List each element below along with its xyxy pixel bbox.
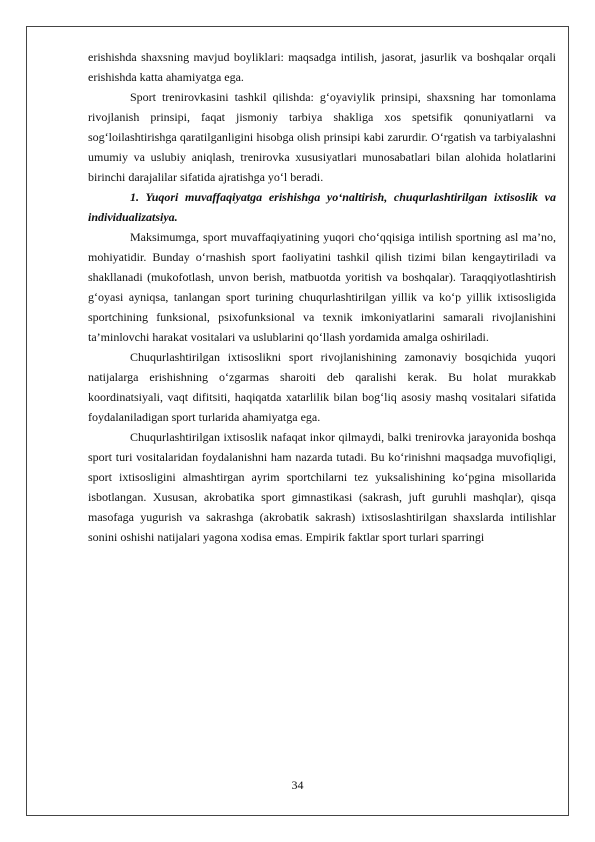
page-number: 34 [291, 778, 304, 792]
paragraph-continuation: erishishda shaxsning mavjud boyliklari: maqsadga intilish, jasorat, jasurlik va boshqalar orqali erishishda katta ahamiyatga ega. [88, 50, 556, 84]
paragraph-specialization: Chuqurlashtirilgan ixtisoslikni sport rivojlanishining zamonaviy bosqichida yuqori natijalarga erishishning o‘zgarmas sharoiti deb qaralishi kerak. Bu holat murakkab koordinatsiyali, vaqt difitsiti, haqiqatda xatarlilik bilan bog‘liq asosiy mashq vositalari sifatida foydalaniladigan sport turlarida ahamiyatga ega. [88, 350, 556, 424]
paragraph-training-principles: Sport trenirovkasini tashkil qilishda: g‘oyaviylik prinsipi, shaxsning har tomonlama rivojlanish prinsipi, faqat jismoniy tarbiya shakliga xos spetsifik qonuniyatlarni va sog‘loilashtirishga qaratilganligini hisobga olish prinsipi kabi zarurdir. O‘rgatish va tarbiyalashni umumiy va uslubiy aniqlash, trenirovka xususiyatlari munosabatlari bilan alohida holatlarini birinchi darajalilar sifatida ajratishga yo‘l beradi. [88, 90, 556, 184]
document-body [88, 47, 556, 547]
paragraph-maximum: Maksimumga, sport muvaffaqiyatining yuqori cho‘qqisiga intilish sportning asl ma’no, mohiyatidir. Bunday o‘rnashish sport faoliyatini tashkil qilish tizimi bilan kengaytiriladi va shakllanadi (mukofotlash, unvon berish, matbuotda yoritish va boshqalar). Taraqqiyotlashtirish g‘oyasi ayniqsa, tanlangan sport turining chuqurlashtirilgan yillik va ko‘p yillik ixtisosligida sportchining funksional, psixofunksional va texnik imkoniyatlarini samarali rivojlanishini ta’minlovchi harakat vositalari va uslublarini qo‘llash yordamida amalga oshiriladi. [88, 230, 556, 344]
section-heading: 1. Yuqori muvaffaqiyatga erishishga yo‘naltirish, chuqurlashtirilgan ixtisoslik va individualizatsiya. [88, 190, 556, 224]
paragraph-other-sports: Chuqurlashtirilgan ixtisoslik nafaqat inkor qilmaydi, balki trenirovka jarayonida boshqa sport turi vositalaridan foydalanishni ham nazarda tutadi. Bu ko‘rinishni maqsadga muvofiqligi, sport ixtisosligini almashtirgan ayrim sportchilarni tez yuksalishining ko‘pgina misollarida isbotlangan. Xususan, akrobatika sport gimnastikasi (sakrash, juft guruhli mashqlar), qisqa masofaga yugurish va sakrashga (akrobatik sakrash) ixtisoslashtirilgan shaxslarda intilishlar sonini oshishi natijalari yagona xodisa emas. Empirik faktlar sport turlari sparringi [88, 430, 556, 544]
